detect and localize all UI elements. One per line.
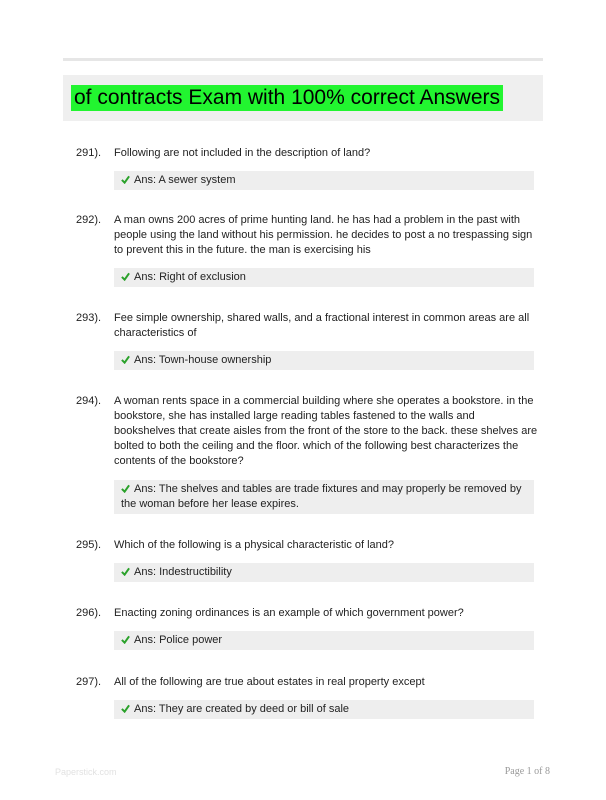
check-icon	[121, 567, 130, 576]
question-text: A man owns 200 acres of prime hunting land. he has had a problem in the past with people using the land without his permission. he decides to post a no trespassing sign to prevent this in the future. the man is exercising his	[114, 214, 533, 256]
answer-text: Ans: A sewer system	[134, 174, 236, 186]
answer-box	[114, 480, 534, 514]
answer-box	[114, 563, 534, 582]
check-icon	[121, 704, 130, 713]
answer-text: Ans: Police power	[134, 634, 223, 646]
answer-box	[114, 351, 534, 370]
answer-text: Ans: Town-house ownership	[134, 354, 272, 366]
answer-text: Ans: They are created by deed or bill of sale	[134, 703, 350, 715]
question-text: All of the following are true about estates in real property except	[114, 676, 425, 688]
check-icon	[121, 272, 130, 281]
question-number: 291).	[76, 147, 102, 159]
check-icon	[121, 635, 130, 644]
answer-box	[114, 268, 534, 287]
page-number: Page 1 of 8	[504, 766, 550, 777]
question-text: Following are not included in the description of land?	[114, 147, 371, 159]
check-icon	[121, 484, 130, 493]
question-number: 293).	[76, 312, 102, 324]
question-text: Enacting zoning ordinances is an example of which government power?	[114, 607, 464, 619]
top-divider	[63, 58, 543, 61]
answer-box	[114, 171, 534, 190]
question-number: 292).	[76, 214, 102, 226]
answer-text: Ans: The shelves and tables are trade fixtures and may properly be removed by the woman before her lease expires.	[121, 483, 522, 510]
question-number: 295).	[76, 539, 102, 551]
answer-text: Ans: Indestructibility	[134, 566, 232, 578]
answer-text: Ans: Right of exclusion	[134, 271, 246, 283]
question-text: Which of the following is a physical characteristic of land?	[114, 539, 395, 551]
question-number: 294).	[76, 395, 102, 407]
question-text: Fee simple ownership, shared walls, and a fractional interest in common areas are all characteristics of	[114, 312, 530, 339]
question-text: A woman rents space in a commercial building where she operates a bookstore. in the bookstore, she has installed large reading tables fastened to the walls and bookshelves that create aisles from the front of the store to the back. these shelves are bolted to both the ceiling and the floor. which of the following best characterizes the contents of the bookstore?	[114, 395, 538, 467]
answer-box	[114, 631, 534, 650]
question-number: 296).	[76, 607, 102, 619]
check-icon	[121, 175, 130, 184]
question-number: 297).	[76, 676, 102, 688]
title-band	[63, 75, 543, 121]
check-icon	[121, 355, 130, 364]
watermark: Paperstick.com	[55, 767, 117, 777]
answer-box	[114, 700, 534, 719]
page-title: of contracts Exam with 100% correct Answers	[71, 85, 503, 111]
